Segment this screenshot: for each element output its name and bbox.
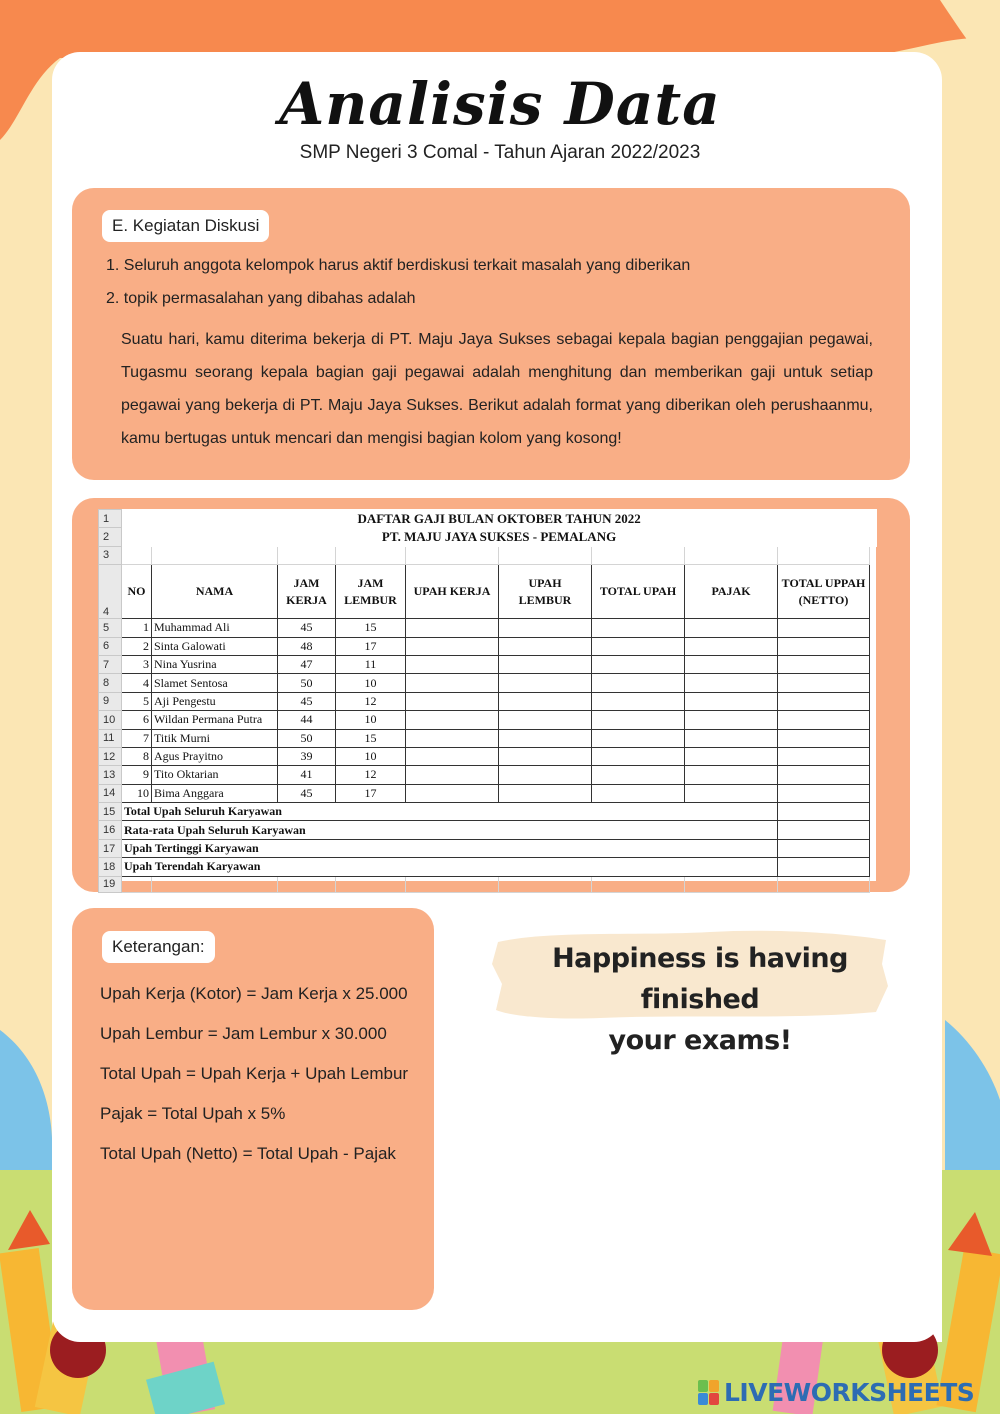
cell-upah-lembur[interactable] [499,674,592,692]
list-item: 1. Seluruh anggota kelompok harus aktif berdiskusi terkait masalah yang diberikan [106,257,691,274]
cell-total-upah[interactable] [592,655,685,673]
quote-line: your exams! [608,1025,792,1056]
formula-line: Pajak = Total Upah x 5% [100,1104,286,1123]
cell-upah-kerja[interactable] [406,674,499,692]
cell-jam-lembur: 15 [336,619,406,637]
page-subtitle: SMP Negeri 3 Comal - Tahun Ajaran 2022/2023 [299,142,701,163]
cell-nama: Bima Anggara [152,784,278,802]
formula-line: Upah Kerja (Kotor) = Jam Kerja x 25.000 [100,984,408,1003]
cell-nama: Tito Oktarian [152,766,278,784]
cell-upah-kerja[interactable] [406,784,499,802]
table-row [99,729,877,747]
cell-jam-lembur: 10 [336,747,406,765]
summary-total-cell[interactable] [778,803,870,821]
sheet-title: DAFTAR GAJI BULAN OKTOBER TAHUN 2022 [122,510,877,528]
column-header: NO [122,565,152,619]
row-number: 1 [99,510,122,528]
cell-pajak[interactable] [685,619,778,637]
row-number: 19 [99,876,122,892]
cell-total-netto[interactable] [778,766,870,784]
sheet-padding [870,711,877,729]
cell-total-upah[interactable] [592,674,685,692]
cell-jam-lembur: 10 [336,711,406,729]
row-number: 15 [99,803,122,821]
cell-pajak[interactable] [685,655,778,673]
cell-total-upah[interactable] [592,747,685,765]
sheet-padding [870,747,877,765]
cell-total-netto[interactable] [778,619,870,637]
cell-nama: Sinta Galowati [152,637,278,655]
row-number: 5 [99,619,122,637]
cell-pajak[interactable] [685,637,778,655]
motivational-quote [500,938,900,1061]
cell-nama: Slamet Sentosa [152,674,278,692]
notes-label: Keterangan: [102,931,215,963]
column-header: TOTAL UPPAH (NETTO) [778,565,870,619]
cell-jam-lembur: 10 [336,674,406,692]
cell-upah-lembur[interactable] [499,784,592,802]
section-label: E. Kegiatan Diskusi [102,210,269,242]
summary-min-cell[interactable] [778,858,870,876]
cell-no: 2 [122,637,152,655]
cell-jam-kerja: 39 [278,747,336,765]
cell-no: 3 [122,655,152,673]
sheet-subtitle: PT. MAJU JAYA SUKSES - PEMALANG [122,528,877,546]
summary-average-cell[interactable] [778,821,870,839]
sheet-padding [870,619,877,637]
sheet-padding [870,692,877,710]
row-number: 13 [99,766,122,784]
row-number: 2 [99,528,122,546]
table-row [99,784,877,802]
sheet-padding [870,784,877,802]
column-header: TOTAL UPAH [592,565,685,619]
table-row [99,711,877,729]
sheet-padding [870,655,877,673]
cell-jam-kerja: 48 [278,637,336,655]
cell-upah-kerja[interactable] [406,766,499,784]
cell-upah-kerja[interactable] [406,747,499,765]
cell-no: 7 [122,729,152,747]
sheet-padding [870,729,877,747]
cell-upah-lembur[interactable] [499,655,592,673]
cell-pajak[interactable] [685,711,778,729]
cell-total-netto[interactable] [778,784,870,802]
payroll-spreadsheet [98,509,876,891]
cell-upah-kerja[interactable] [406,619,499,637]
cell-upah-kerja[interactable] [406,655,499,673]
cell-total-upah[interactable] [592,619,685,637]
quote-line: Happiness is having finished [552,943,848,1015]
formula-line: Total Upah = Upah Kerja + Upah Lembur [100,1064,409,1083]
cell-upah-lembur[interactable] [499,766,592,784]
sheet-padding [870,766,877,784]
cell-pajak[interactable] [685,674,778,692]
row-number: 4 [99,565,122,619]
table-row [99,637,877,655]
cell-upah-lembur[interactable] [499,637,592,655]
formula-line: Upah Lembur = Jam Lembur x 30.000 [100,1024,387,1043]
cell-pajak[interactable] [685,747,778,765]
cell-total-netto[interactable] [778,747,870,765]
column-header: UPAH LEMBUR [499,565,592,619]
cell-jam-kerja: 45 [278,619,336,637]
cell-jam-kerja: 50 [278,729,336,747]
table-row [99,747,877,765]
cell-nama: Titik Murni [152,729,278,747]
cell-total-upah[interactable] [592,784,685,802]
liveworksheets-brand: LIVEWORKSHEETS [724,1378,975,1407]
row-number: 17 [99,839,122,857]
cell-no: 9 [122,766,152,784]
formula-line: Total Upah (Netto) = Total Upah - Pajak [100,1144,396,1163]
table-row [99,766,877,784]
cell-total-netto[interactable] [778,711,870,729]
summary-max-cell[interactable] [778,839,870,857]
cell-upah-kerja[interactable] [406,692,499,710]
cell-jam-kerja: 47 [278,655,336,673]
summary-label: Upah Tertinggi Karyawan [122,839,778,857]
summary-label: Upah Terendah Karyawan [122,858,778,876]
cell-jam-kerja: 45 [278,784,336,802]
cell-total-netto[interactable] [778,674,870,692]
row-number: 18 [99,858,122,876]
cell-upah-kerja[interactable] [406,637,499,655]
cell-pajak[interactable] [685,784,778,802]
cell-jam-kerja: 41 [278,766,336,784]
cell-upah-lembur[interactable] [499,729,592,747]
row-number: 8 [99,674,122,692]
cell-upah-lembur[interactable] [499,711,592,729]
cell-nama: Wildan Permana Putra [152,711,278,729]
cell-total-upah[interactable] [592,711,685,729]
column-header: PAJAK [685,565,778,619]
liveworksheets-logo[interactable] [698,1378,974,1407]
row-number: 3 [99,546,122,564]
row-number: 6 [99,637,122,655]
row-number: 12 [99,747,122,765]
row-number: 10 [99,711,122,729]
page-title: Analisis Data [279,70,721,138]
list-item: 2. topik permasalahan yang dibahas adalah [106,290,416,307]
cell-total-netto[interactable] [778,655,870,673]
table-row [99,674,877,692]
column-header: JAM LEMBUR [336,565,406,619]
cell-upah-lembur[interactable] [499,747,592,765]
row-number: 9 [99,692,122,710]
cell-no: 10 [122,784,152,802]
cell-jam-lembur: 11 [336,655,406,673]
summary-label: Total Upah Seluruh Karyawan [122,803,778,821]
summary-label: Rata-rata Upah Seluruh Karyawan [122,821,778,839]
cell-jam-kerja: 50 [278,674,336,692]
cell-pajak[interactable] [685,692,778,710]
cell-upah-lembur[interactable] [499,619,592,637]
sheet-padding [870,637,877,655]
row-number: 11 [99,729,122,747]
cell-no: 4 [122,674,152,692]
table-row [99,692,877,710]
table-row [99,655,877,673]
cell-jam-lembur: 12 [336,692,406,710]
cell-upah-kerja[interactable] [406,711,499,729]
column-header: JAM KERJA [278,565,336,619]
cell-total-netto[interactable] [778,729,870,747]
cell-total-netto[interactable] [778,692,870,710]
cell-jam-lembur: 12 [336,766,406,784]
cell-total-upah[interactable] [592,637,685,655]
cell-total-upah[interactable] [592,729,685,747]
row-number: 16 [99,821,122,839]
cell-no: 6 [122,711,152,729]
column-header: NAMA [152,565,278,619]
cell-jam-lembur: 17 [336,637,406,655]
table-row [99,619,877,637]
cell-pajak[interactable] [685,729,778,747]
cell-nama: Aji Pengestu [152,692,278,710]
problem-paragraph: Suatu hari, kamu diterima bekerja di PT. Maju Jaya Sukses sebagai kepala bagian penggajian pegawai, Tugasmu seorang kepala bagian gaji pegawai adalah menghitung dan memberikan gaji untuk setiap pegawai yang bekerja di PT. Maju Jaya Sukses. Berikut adalah format yang diberikan oleh perushaanmu, kamu bertugas untuk mencari dan mengisi bagian kolom yang kosong! [121,331,873,447]
cell-jam-kerja: 44 [278,711,336,729]
cell-no: 8 [122,747,152,765]
cell-no: 5 [122,692,152,710]
sheet-padding [870,674,877,692]
cell-total-netto[interactable] [778,637,870,655]
row-number: 14 [99,784,122,802]
cell-upah-kerja[interactable] [406,729,499,747]
row-number: 7 [99,655,122,673]
cell-upah-lembur[interactable] [499,692,592,710]
cell-nama: Muhammad Ali [152,619,278,637]
liveworksheets-icon [698,1380,720,1406]
column-header: UPAH KERJA [406,565,499,619]
cell-nama: Nina Yusrina [152,655,278,673]
cell-nama: Agus Prayitno [152,747,278,765]
cell-total-upah[interactable] [592,692,685,710]
cell-no: 1 [122,619,152,637]
cell-jam-lembur: 17 [336,784,406,802]
cell-jam-lembur: 15 [336,729,406,747]
cell-jam-kerja: 45 [278,692,336,710]
cell-total-upah[interactable] [592,766,685,784]
cell-pajak[interactable] [685,766,778,784]
